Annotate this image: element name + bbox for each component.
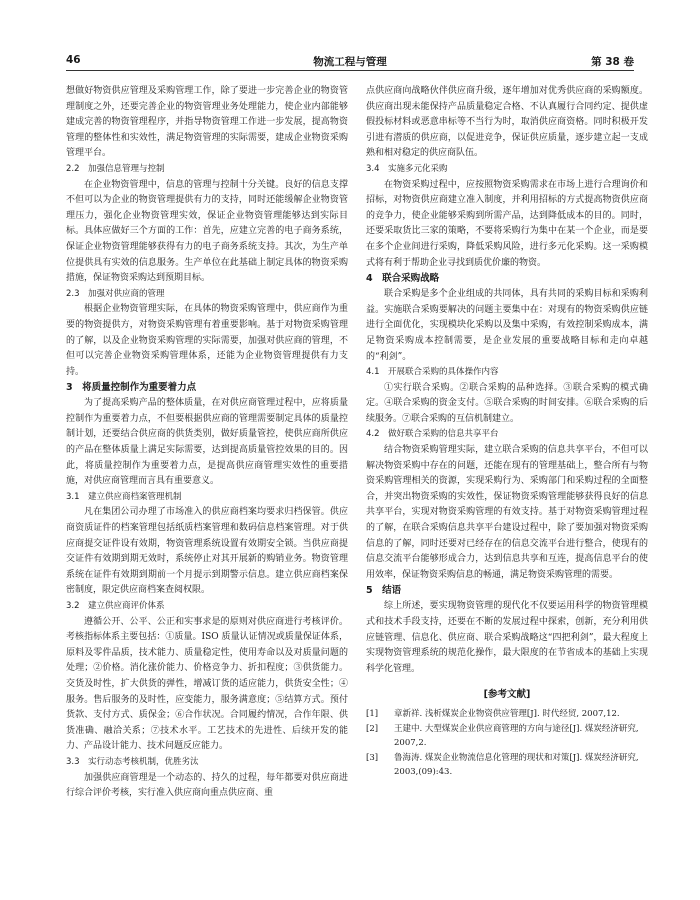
paragraph: ①实行联合采购。②联合采购的品种选择。③联合采购的模式确定。④联合采购的资金支付。⑤联合采购的时间安排。⑥联合采购的后续服务。⑦联合采购的互信机制建立。 [366, 382, 648, 424]
paragraph: 凡在集团公司办理了市场准入的供应商档案均要求归档保管。供应商资质证件的档案管理包括纸质档案管理和数码信息档案管理。对于供应商提交证件设有效期，物资管理系统设置有效期安全锁。当供应商提交证件有效期到期无效时，系统停止对其开展新的购销业务。物资管理系统在证件有效期到期前一个月提示到期警示信息。建立供应商档案保密制度，限定供应商档案查阅权限。 [66, 507, 348, 596]
paragraph: 结合物资采购管理实际，建立联合采购的信息共享平台，不但可以解决物资采购中存在的问题，还能在现有的管理基础上，整合所有与物资采购管理相关的资源，实现采购行为、采购部门和采购过程的全面整合，并突出物资采购的实效性，保证物资采购管理能够获得良好的信息共享平台，实现对物资采购管理的有效支持。基于对物资采购管理过程的了解，在联合采购信息共享平台建设过程中，除了要加强对物资采购信息的了解，同时还要对已经存在的信息交流平台进行整合，使现有的信息交流平台能够形成合力，达到信息共享和互连，提高信息平台的使用效率，保证物资采购信息的畅通，满足物资采购管理的需要。 [366, 445, 648, 580]
reference-tag: [1] [366, 709, 379, 720]
paragraph: 想做好物资供应管理及采购管理工作，除了要进一步完善企业的物资管理制度之外，还要完善企业的物资管理业务处理能力，使企业内部能够建成完善的物资管理程序，并指导物资管理工作进一步发展，提高物资管理的整体性和实效性，满足物资管理的实际需要，建成企业物资采购管理平台。 [66, 86, 348, 159]
section-heading-5: 5 结语 [366, 585, 402, 597]
reference-item [366, 751, 648, 779]
paragraph: 根据企业物资管理实际，在具体的物资采购管理中，供应商作为重要的物资提供方，对物资采购管理有着重要影响。基于对物资采购管理的了解，以及企业物资采购管理的实际需要，加强对供应商的管理，不但可以完善企业物资采购管理体系，还能为企业物资管理提供有力支持。 [66, 304, 348, 377]
paragraph: 联合采购是多个企业组成的共同体，具有共同的采购目标和采购利益。实施联合采购要解决的问题主要集中在：对现有的物资采购供应链进行全面优化，实现模块化采购以及集中采购，有效控制采购成本，满足物资采购成本控制需要，是企业发展的重要战略目标和走向卓越的“利剑”。 [366, 289, 648, 362]
section-heading-3: 3 将质量控制作为重要着力点 [66, 382, 197, 394]
paragraph: 综上所述，要实现物资管理的现代化不仅要运用科学的物资管理模式和技术手段支持，还要在不断的发展过程中探索，创新，充分利用供应链管理、信息化、供应商、联合采购战略这“四把利剑”，最大程度上实现物资管理系统的规范化操作，最大限度的在节省成本的基础上实现科学化管理。 [366, 601, 648, 674]
section-heading-4-2: 4.2 做好联合采购的信息共享平台 [366, 429, 499, 440]
paragraph: 点供应商向战略伙伴供应商升级，逐年增加对优秀供应商的采购额度。供应商出现未能保持产品质量稳定合格、不认真履行合同约定、提供虚假投标材料或恶意串标等不当行为时，取消供应商资格。同时积极开发引进有潜质的供应商，以促进竞争，保证供应质量，逐步建立起一支成熟和相对稳定的供应商队伍。 [366, 86, 648, 159]
page-header [66, 52, 634, 71]
section-heading-3-1: 3.1 建立供应商档案管理机制 [66, 491, 182, 502]
references-title: [参考文献] [483, 689, 531, 701]
reference-item [366, 707, 648, 721]
reference-tag: [2] [366, 724, 379, 735]
section-heading-3-4: 3.4 实施多元化采购 [366, 163, 448, 174]
paragraph: 在企业物资管理中，信息的管理与控制十分关键。良好的信息支撑不但可以为企业的物资管理提供有力的支持，同时还能缓解企业物资管理压力，强化企业物资管理实效，保证企业物资管理能够达到实际目标。具体应做好三个方面的工作：首先，应建立完善的电子商务系统，保证企业物资管理能够获得有力的电子商务系统支持。其次，为生产单位提供具有实效的信息服务。生产单位在此基础上制定具体的物资采购措施，保证物资采购达到预期目标。 [66, 179, 348, 284]
paragraph: 遵循公开、公平、公正和实事求是的原则对供应商进行考核评价。考核指标体系主要包括：①质量。ISO 质量认证情况或质量保证体系，原料及零件品质，技术能力、质量稳定性，使用寿命以及对质量问题的处理；②价格。消化涨价能力、价格竞争力、折扣程度；③供货能力。交货及时性，扩大供货的弹性，增减订货的适应能力，供货安全性；④服务。售后服务的及时性，应变能力，服务满意度；⑤结算方式。预付货款、支付方式、质保金；⑥合作状况。合同履约情况，合作年限、供货准确、融洽关系；⑦技术水平。工艺技术的先进性、后续开发的能力、产品设计能力、技术问题反应能力。 [66, 616, 348, 752]
reference-list [366, 707, 648, 779]
volume-label: 第 38 卷 [591, 56, 634, 68]
section-heading-2-3: 2.3 加强对供应商的管理 [66, 288, 165, 299]
right-column [366, 84, 648, 780]
section-heading-4: 4 联合采购战略 [366, 273, 440, 285]
paragraph: 为了提高采购产品的整体质量，在对供应商管理过程中，应将质量控制作为重要着力点，不但要根据供应商的管理需要制定具体的质量控制计划，还要结合供应商的供货类别，做好质量管控，使供应商所供应的产品在整体质量上满足实际需要，达到提高质量管控效果的目的。因此，将质量控制作为重要着力点，是提高供应商管理实效性的重要措施，对供应商管理而言具有重要意义。 [66, 398, 348, 487]
reference-tag: [3] [366, 753, 379, 764]
section-heading-3-2: 3.2 建立供应商评价体系 [66, 601, 165, 611]
reference-text: 王建中. 大型煤炭企业供应商管理的方向与途径[J]. 煤炭经济研究, 2007,2. [394, 724, 639, 749]
paragraph: 在物资采购过程中，应按照物资采购需求在市场上进行合理询价和招标，对物资供应商建立准入制度，并利用招标的方式提高物资供应商的竞争力，使企业能够采购到所需产品，达到降低成本的目的。同时，还要采取货比三家的策略，不要将采购行为集中在某一个企业，而是要在多个企业间进行采购，降低采购风险，进行多元化采购。这一采购模式将有利于帮助企业寻找到质优价廉的物资。 [366, 179, 648, 268]
reference-item [366, 722, 648, 750]
paragraph: 加强供应商管理是一个动态的、持久的过程，每年都要对供应商进行综合评价考核，实行准入供应商向重点供应商、重 [66, 772, 348, 799]
journal-title: 物流工程与管理 [313, 56, 387, 68]
section-heading-3-3: 3.3 实行动态考核机制，优胜劣汰 [66, 756, 199, 767]
section-heading-2-2: 2.2 加强信息管理与控制 [66, 163, 165, 174]
left-column [66, 84, 348, 802]
reference-text: 章新祥. 浅析煤炭企业物资供应管理[J]. 时代经贸, 2007,12. [394, 709, 620, 720]
section-heading-4-1: 4.1 开展联合采购的具体操作内容 [366, 367, 499, 378]
page-number: 46 [66, 54, 81, 66]
reference-text: 鲁海涛. 煤炭企业物流信息化管理的现状和对策[J]. 煤炭经济研究, 2003,(09):43. [394, 753, 639, 778]
